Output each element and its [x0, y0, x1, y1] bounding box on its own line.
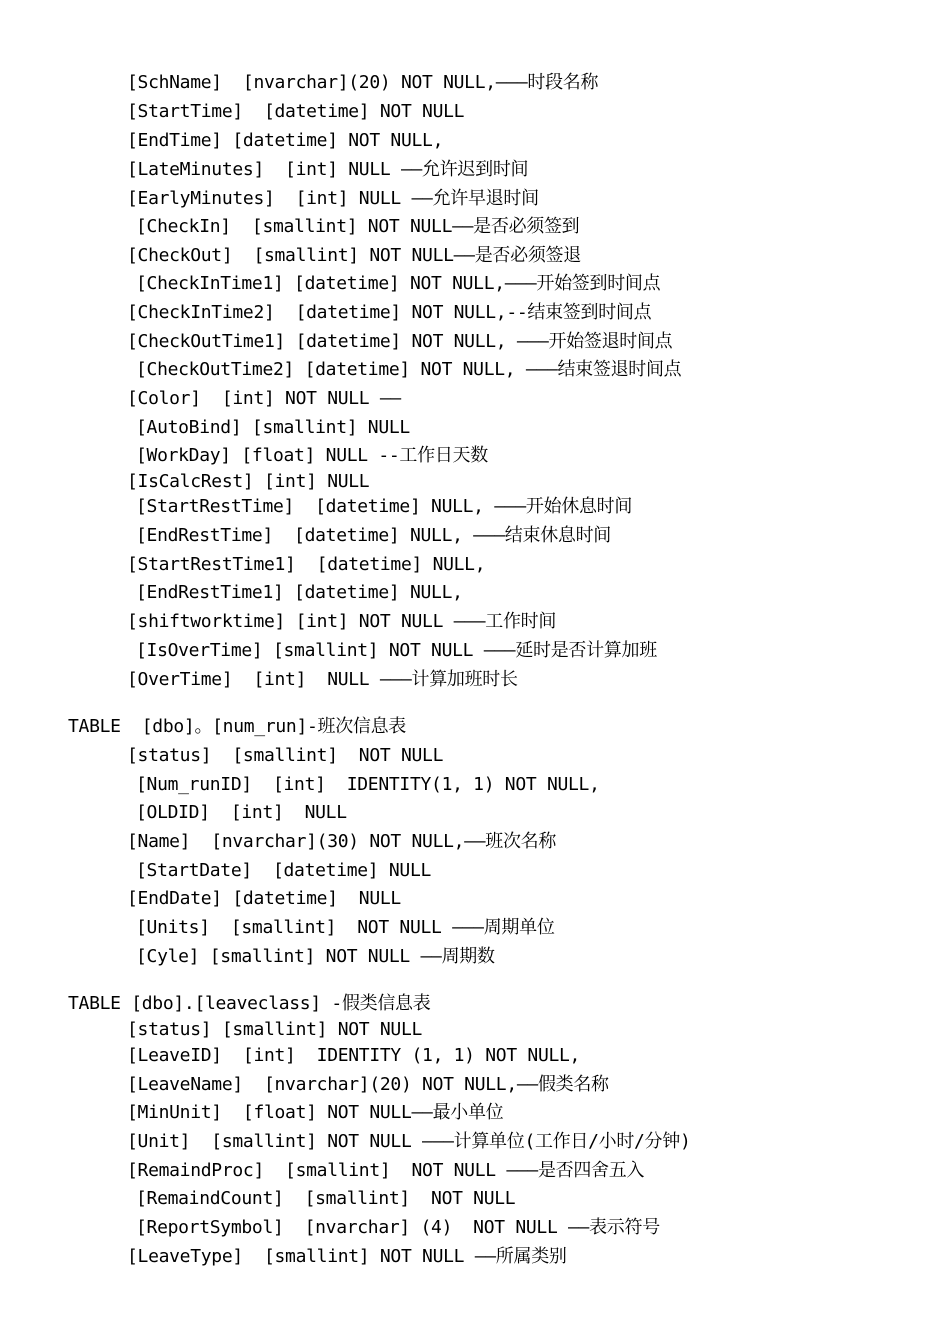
field-line-cyle: [Cyle] [smallint] NOT NULL ——周期数	[136, 946, 495, 967]
field-line-earlyminutes: [EarlyMinutes] [int] NULL ——允许早退时间	[127, 188, 539, 209]
field-line-checkouttime2: [CheckOutTime2] [datetime] NOT NULL, ———结束签退时间点	[136, 359, 682, 380]
field-line-units: [Units] [smallint] NOT NULL ———周期单位	[136, 917, 555, 938]
field-line-endresttime: [EndRestTime] [datetime] NULL, ———结束休息时间	[136, 525, 611, 546]
field-line-remaindcount: [RemaindCount] [smallint] NOT NULL	[136, 1188, 516, 1209]
field-line-color: [Color] [int] NOT NULL ——	[127, 388, 401, 409]
field-line-lateminutes: [LateMinutes] [int] NULL ——允许迟到时间	[127, 159, 529, 180]
field-line-checkintime1: [CheckInTime1] [datetime] NOT NULL,———开始签到时间点	[136, 273, 661, 294]
table-header-num-run: TABLE [dbo]。[num_run]-班次信息表	[68, 716, 407, 737]
field-line-shiftworktime: [shiftworktime] [int] NOT NULL ———工作时间	[127, 611, 557, 632]
field-line-leavetype: [LeaveType] [smallint] NOT NULL ——所属类别	[127, 1246, 567, 1267]
field-line-status: [status] [smallint] NOT NULL	[127, 1019, 423, 1040]
field-line-starttime: [StartTime] [datetime] NOT NULL	[127, 101, 465, 122]
field-line-checkout: [CheckOut] [smallint] NOT NULL——是否必须签退	[127, 245, 581, 266]
field-line-num-runid: [Num_runID] [int] IDENTITY(1, 1) NOT NULL,	[136, 774, 600, 795]
field-line-unit: [Unit] [smallint] NOT NULL ———计算单位(工作日/小时/分钟)	[127, 1131, 691, 1152]
field-line-autobind: [AutoBind] [smallint] NULL	[136, 417, 410, 438]
field-line-name: [Name] [nvarchar](30) NOT NULL,——班次名称	[127, 831, 557, 852]
field-line-checkin: [CheckIn] [smallint] NOT NULL——是否必须签到	[136, 216, 580, 237]
field-line-leavename: [LeaveName] [nvarchar](20) NOT NULL,——假类名称	[127, 1074, 609, 1095]
field-line-endtime: [EndTime] [datetime] NOT NULL,	[127, 130, 444, 151]
field-line-checkouttime1: [CheckOutTime1] [datetime] NOT NULL, ———开始签退时间点	[127, 331, 673, 352]
field-line-startresttime: [StartRestTime] [datetime] NULL, ———开始休息时间	[136, 496, 633, 517]
field-line-reportsymbol: [ReportSymbol] [nvarchar] (4) NOT NULL ——表示符号	[136, 1217, 660, 1238]
field-line-schname: [SchName] [nvarchar](20) NOT NULL,———时段名称	[127, 72, 599, 93]
field-line-startresttime1: [StartRestTime1] [datetime] NULL,	[127, 554, 486, 575]
field-line-overtime: [OverTime] [int] NULL ———计算加班时长	[127, 669, 518, 690]
field-line-endresttime1: [EndRestTime1] [datetime] NULL,	[136, 582, 463, 603]
field-line-isovertime: [IsOverTime] [smallint] NOT NULL ———延时是否计算加班	[136, 640, 657, 661]
field-line-minunit: [MinUnit] [float] NOT NULL——最小单位	[127, 1102, 504, 1123]
field-line-remaindproc: [RemaindProc] [smallint] NOT NULL ———是否四舍五入	[127, 1160, 645, 1181]
field-line-oldid: [OLDID] [int] NULL	[136, 802, 347, 823]
field-line-enddate: [EndDate] [datetime] NULL	[127, 888, 401, 909]
field-line-workday: [WorkDay] [float] NULL --工作日天数	[136, 445, 488, 466]
field-line-checkintime2: [CheckInTime2] [datetime] NOT NULL,--结束签到时间点	[127, 302, 652, 323]
table-header-leaveclass: TABLE [dbo].[leaveclass] -假类信息表	[68, 993, 431, 1014]
field-line-iscalcrest: [IsCalcRest] [int] NULL	[127, 471, 370, 492]
field-line-startdate: [StartDate] [datetime] NULL	[136, 860, 432, 881]
field-line-status: [status] [smallint] NOT NULL	[127, 745, 444, 766]
field-line-leaveid: [LeaveID] [int] IDENTITY (1, 1) NOT NULL,	[127, 1045, 581, 1066]
